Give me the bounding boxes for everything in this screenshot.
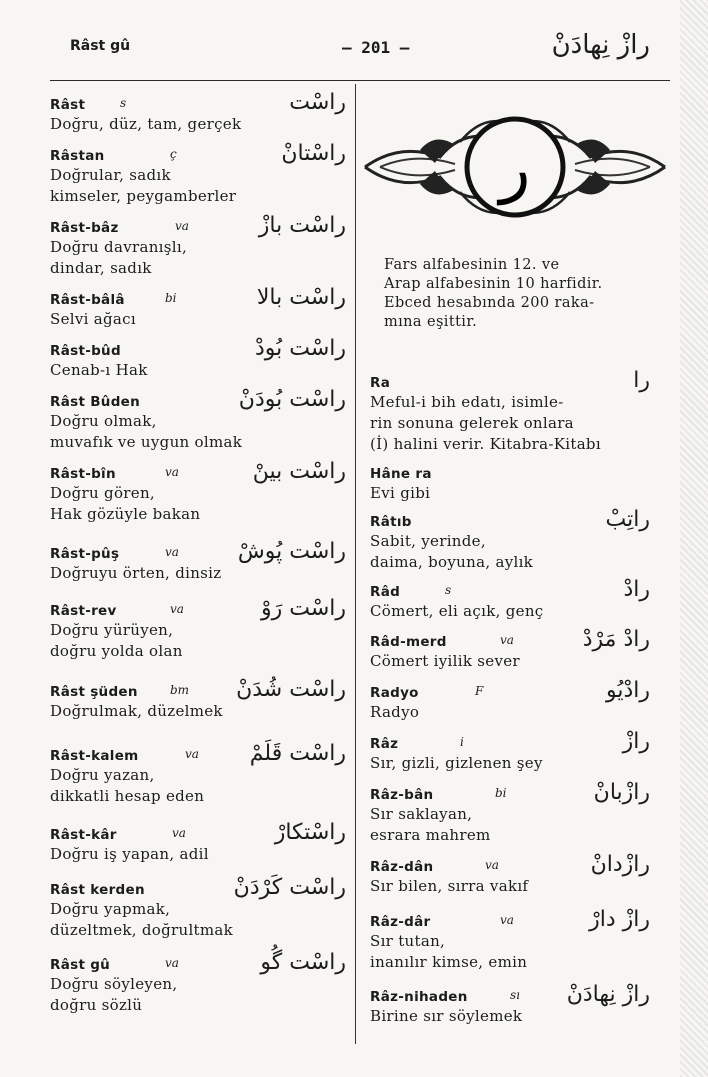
headword: Râst-bîn [50,466,116,482]
part-of-speech: bi [495,786,507,800]
arabic-script: رادْ [623,577,650,602]
arabic-script: راسْت بالا [256,285,346,310]
definition-line: Doğruyu örten, dinsiz [50,564,222,582]
definition-line: Doğru yazan, [50,766,155,784]
definition-line: kimseler, peygamberler [50,187,237,205]
dictionary-entry [50,387,346,458]
part-of-speech: s [445,583,452,597]
definition-line: doğru sözlü [50,996,143,1014]
definition-line: dikkatli hesap eden [50,787,205,805]
page-number: – 201 – [342,38,410,57]
running-header-arabic: رازْ نِهادَنْ [551,30,650,60]
definition-line: düzeltmek, doğrultmak [50,921,234,939]
header-rule [50,80,670,81]
headword: Ra [370,375,391,391]
dictionary-entry [50,285,346,335]
definition-line: Sır, gizli, gizlenen şey [370,754,543,772]
definition-line: Cömert, eli açık, genç [370,602,544,620]
definition-line: Doğru iş yapan, adil [50,845,209,863]
headword: Râst gû [50,957,111,973]
part-of-speech: va [175,219,189,233]
right-column [370,368,650,1037]
running-header-term: Râst gû [70,38,131,54]
definition-line: Doğru gören, [50,484,155,502]
arabic-script: رازْ نِهادَنْ [566,982,650,1007]
definition-line: muvafık ve uygun olmak [50,433,243,451]
arabic-script: را [633,368,650,393]
part-of-speech: va [172,826,186,840]
definition-line: Birine sır söylemek [370,1007,523,1025]
headword: Râst-bâlâ [50,292,125,308]
definition-line: Cömert iyilik sever [370,652,520,670]
part-of-speech: i [460,735,464,749]
part-of-speech: va [500,913,514,927]
part-of-speech: ç [170,147,177,161]
dictionary-entry [50,539,346,595]
definition-line: Meful-i bih edatı, isimle- [370,393,564,411]
left-column [50,90,346,1026]
dictionary-entry [370,368,650,458]
dictionary-entry [50,741,346,819]
arabic-script: راسْت بُودَنْ [238,387,346,412]
dictionary-entry [50,677,346,740]
dictionary-entry [370,907,650,981]
arabic-script: راسْت رَوْ [260,596,346,621]
dictionary-entry [50,213,346,284]
dictionary-entry [50,875,346,949]
definition-line: rin sonuna gelerek onlara [370,414,574,432]
dictionary-entry [370,463,650,506]
arabic-script: رازْ [622,729,650,754]
arabic-script: راسْت [289,90,346,115]
definition-line: Doğru söyleyen, [50,975,178,993]
part-of-speech: s [120,96,127,110]
intro-line: Ebced hesabında 200 raka- [384,295,595,311]
dictionary-entry [370,852,650,906]
headword-line [370,581,650,601]
dictionary-entry [50,336,346,386]
definition-line: Radyo [370,703,420,721]
headword: Râst [50,97,86,113]
headword: Râst Bûden [50,394,141,410]
arabic-script: راسْت كَرْدَنْ [233,875,346,900]
dictionary-entry [370,507,650,576]
definition-line: Doğrulmak, düzelmek [50,702,223,720]
headword: Hâne ra [370,466,432,482]
arabic-script: راسْت پُوشْ [237,539,346,564]
definition-line: doğru yolda olan [50,642,183,660]
dictionary-entry [370,780,650,851]
headword: Radyo [370,685,419,701]
definition-line: Doğrular, sadık [50,166,171,184]
headword: Râz [370,736,399,752]
definition-line: daima, boyuna, aylık [370,553,534,571]
part-of-speech: va [170,602,184,616]
headword: Râz-nihaden [370,989,468,1005]
headword: Râst şüden [50,684,138,700]
definition-line: Cenab-ı Hak [50,361,148,379]
arabic-script: راتِبْ [605,507,650,532]
definition-line: Evi gibi [370,484,431,502]
part-of-speech: va [165,545,179,559]
definition-line: Doğru, düz, tam, gerçek [50,115,242,133]
part-of-speech: bm [170,683,190,697]
definition-line: dindar, sadık [50,259,152,277]
definition-line: (İ) halini verir. Kitabra-Kitabı [370,435,601,453]
part-of-speech: va [165,465,179,479]
definition-line: Doğru yapmak, [50,900,171,918]
arabic-script: راسْت بازْ [258,213,346,238]
headword: Râz-bân [370,787,434,803]
headword: Râst-kalem [50,748,139,764]
letter-ornament [360,112,670,222]
intro-line: Fars alfabesinin 12. ve [384,257,560,273]
arabic-script: رازْ دارْ [589,907,650,932]
arabic-script: رازْبانْ [593,780,650,805]
dictionary-entry [50,141,346,212]
arabic-letter-ra: ر [499,132,531,206]
arabic-script: راسْت گُو [260,950,346,975]
headword-line [370,463,650,483]
part-of-speech: F [475,684,484,698]
part-of-speech: va [500,633,514,647]
dictionary-entry [370,729,650,779]
arabic-script: راسْت بينْ [252,459,346,484]
dictionary-entry [370,678,650,728]
letter-intro [384,256,646,332]
definition-line: Doğru olmak, [50,412,157,430]
dictionary-entry [50,596,346,676]
arabic-script: رادْ مَرْدْ [582,627,650,652]
arabic-script: رادْيُو [605,678,650,703]
dictionary-entry [370,982,650,1032]
dictionary-entry [50,90,346,140]
headword: Râd-merd [370,634,447,650]
definition-line: Hak gözüyle bakan [50,505,201,523]
dictionary-entry [50,820,346,874]
part-of-speech: va [185,747,199,761]
headword: Râst-pûş [50,546,120,562]
headword: Râz-dân [370,859,434,875]
definition-line: Sabit, yerinde, [370,532,486,550]
arabic-script: راسْت قَلَمْ [249,741,346,766]
arabic-script: راسْت بُودْ [254,336,346,361]
dictionary-entry [370,577,650,626]
headword: Râst-bûd [50,343,121,359]
page-edge-texture [680,0,708,1077]
definition-line: Selvi ağacı [50,310,136,328]
headword: Râstan [50,148,105,164]
dictionary-entry [50,950,346,1021]
part-of-speech: va [485,858,499,872]
definition-line: esrara mahrem [370,826,491,844]
arabic-script: راسْتكارْ [274,820,346,845]
arabic-script: راسْتانْ [281,141,346,166]
definition-line: Sır bilen, sırra vakıf [370,877,529,895]
dictionary-entry [50,459,346,538]
part-of-speech: bi [165,291,177,305]
definition-line: Sır tutan, [370,932,446,950]
definition-line: inanılır kimse, emin [370,953,528,971]
headword: Râd [370,584,401,600]
definition-line: Sır saklayan, [370,805,473,823]
headword: Râtıb [370,514,412,530]
definition-line: Doğru yürüyen, [50,621,174,639]
arabic-script: راسْت شُدَنْ [236,677,346,702]
headword-line [370,372,650,392]
headword: Râst kerden [50,882,145,898]
headword: Râst-bâz [50,220,119,236]
arabic-script: رازْدانْ [590,852,650,877]
headword-line [370,733,650,753]
headword: Râz-dâr [370,914,431,930]
headword: Râst-rev [50,603,117,619]
intro-line: mına eşittir. [384,314,478,330]
part-of-speech: va [165,956,179,970]
dictionary-entry [370,627,650,677]
intro-line: Arap alfabesinin 10 harfidir. [384,276,603,292]
part-of-speech: sı [510,988,520,1002]
headword: Râst-kâr [50,827,117,843]
column-divider [355,84,356,1044]
definition-line: Doğru davranışlı, [50,238,188,256]
